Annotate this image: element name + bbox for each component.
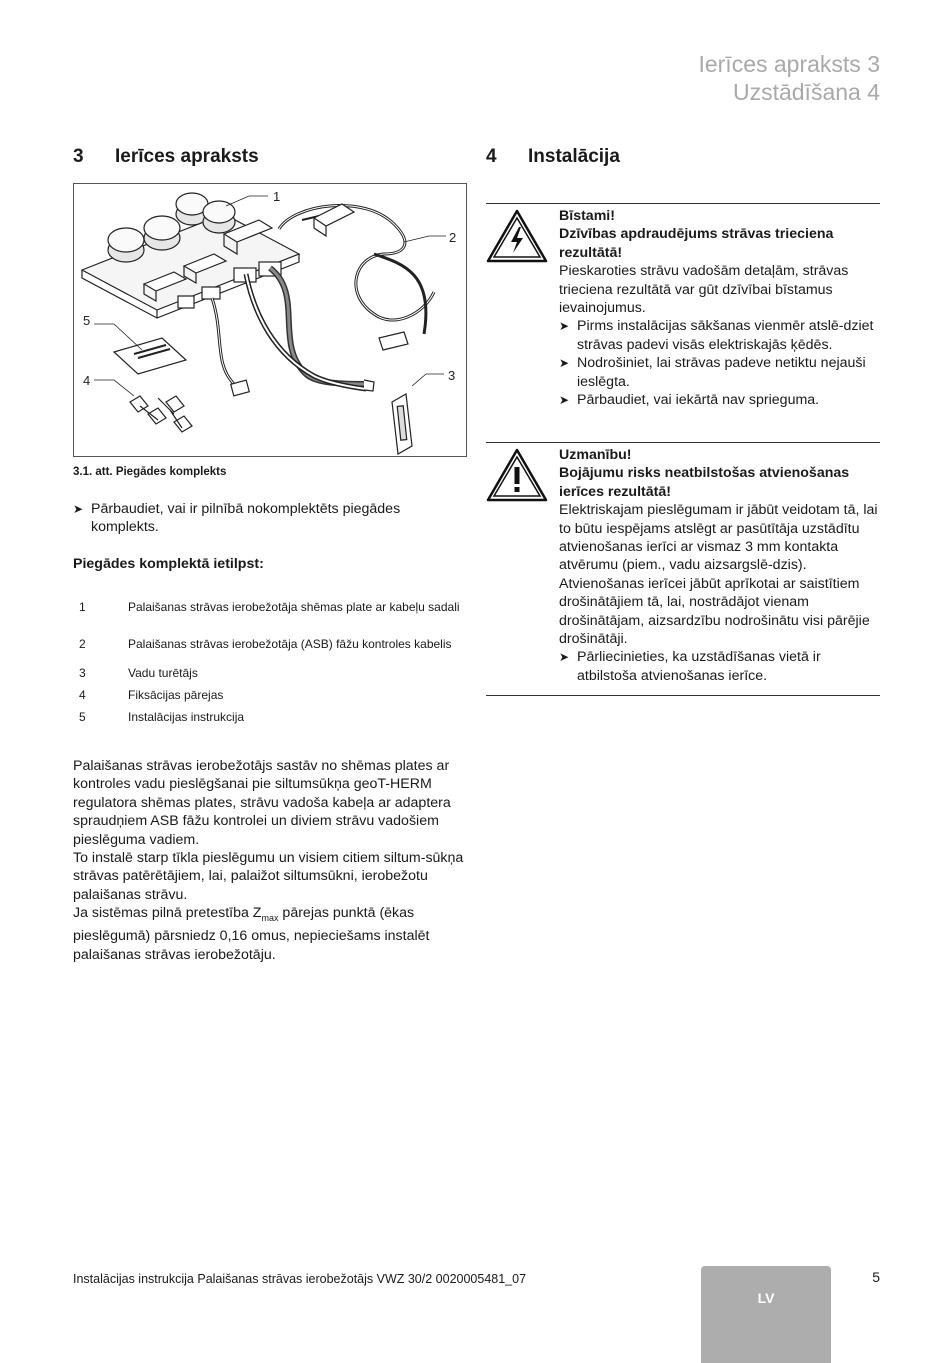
item-number: 4: [79, 688, 86, 702]
callout-5: 5: [83, 313, 91, 328]
check-kit-text: Pārbaudiet, vai ir pilnībā nokomplektēts piegādes komplekts.: [91, 501, 401, 536]
caution-signal-word: Uzmanību!: [559, 447, 632, 463]
figure-caption: 3.1. att. Piegādes komplekts: [73, 466, 227, 478]
caution-description: Elektriskajam pieslēgumam ir jābūt veidotam tā, lai to būtu iespējams atslēgt ar pasūtītāja uzstādītu atvienošanas ierīci ar vismaz 3 mm kontakta atvērumu (piem., vadu aizsargslē-dzis). Atvienošanas ierīcei jābūt aprīkotai ar saistītiem drošinātājiem tā, lai, nostrādājot vienam drošinātājam, aizsardzību nodrošinātu visi pārējie drošinātāji.: [559, 502, 878, 648]
table-row: [73, 588, 468, 625]
running-header: [698, 50, 880, 106]
section-4-number: 4: [486, 146, 497, 167]
description-text-2: To instalē starp tīkla pieslēgumu un visiem citiem siltum-sūkņa strāvas patērētājiem, lai, palaižot siltumsūkni, ierobežotu palaišanas strāvu.: [73, 850, 464, 903]
arrow-icon: ➤: [559, 356, 570, 371]
notice-divider: [486, 695, 880, 696]
arrow-icon: ➤: [559, 393, 570, 408]
callout-3: 3: [448, 368, 456, 383]
arrow-icon: ➤: [559, 650, 570, 665]
danger-text-block: [559, 207, 881, 409]
table-row: [73, 684, 468, 706]
callout-1: 1: [273, 189, 281, 204]
danger-step: ➤ Nodrošiniet, lai strāvas padeve netiktu nejauši ieslēgta.: [559, 355, 866, 390]
item-number: 2: [79, 636, 86, 651]
delivery-kit-figure: [73, 183, 467, 457]
section-3-heading: [73, 146, 259, 168]
kit-contents-table: [73, 588, 468, 728]
description-text-1: Palaišanas strāvas ierobežotājs sastāv no shēmas plates ar kontroles vadu pieslēgšanai pie siltumsūkņa geoT-HERM regulatora shēmas plates, strāvu vadoša kabeļa ar adaptera spraudņiem ASB fāžu kontrolei un diviem strāvu vadošiem pieslēguma vadiem.: [73, 758, 451, 848]
high-voltage-warning-icon: [486, 209, 548, 263]
item-description: Palaišanas strāvas ierobežotāja shēmas plate ar kabeļu sadali: [128, 599, 460, 614]
item-description: Instalācijas instrukcija: [128, 710, 245, 724]
caution-headline: Bojājumu risks neatbilstošas atvienošanas ierīces rezultātā!: [559, 465, 850, 500]
section-4-heading: [486, 146, 620, 168]
caution-step: ➤ Pārliecinieties, ka uzstādīšanas vietā ir atbilstoša atvienošanas ierīce.: [559, 649, 821, 684]
exclamation-warning-icon: [486, 448, 548, 502]
danger-headline: Dzīvības apdraudējums strāvas trieciena rezultātā!: [559, 226, 834, 261]
danger-step: ➤ Pirms instalācijas sākšanas vienmēr atslē-dziet strāvas padevi visās elektriskajās ķēdēs.: [559, 318, 874, 353]
arrow-icon: ➤: [73, 502, 84, 516]
table-row: [73, 706, 468, 728]
danger-signal-word: Bīstami!: [559, 208, 615, 224]
danger-step: ➤ Pārbaudiet, vai iekārtā nav sprieguma.: [559, 392, 820, 409]
item-description: Vadu turētājs: [128, 666, 198, 680]
delivery-kit-illustration: [74, 184, 468, 458]
item-number: 5: [79, 710, 86, 724]
table-row: [73, 625, 468, 662]
page-number: 5: [872, 1269, 880, 1285]
section-3-title: Ierīces apraksts: [115, 146, 259, 167]
item-number: 1: [79, 599, 86, 614]
language-tab: LV: [701, 1266, 831, 1363]
arrow-icon: ➤: [559, 319, 570, 334]
danger-description: Pieskaroties strāvu vadošām detaļām, strāvas trieciena rezultātā var gūt dzīvībai bīstamus ievainojumus.: [559, 263, 849, 317]
description-paragraph: [73, 757, 473, 964]
callout-2: 2: [449, 230, 457, 245]
danger-notice: [486, 203, 880, 442]
item-number: 3: [79, 666, 86, 680]
running-header-line2: Uzstādīšana 4: [732, 79, 880, 105]
description-text-3: Ja sistēmas pilnā pretestība $Z_{max}$ pārejas punktā (ēkas pieslēgumā) pārsniedz 0,16 omus, nepieciešams instalēt palaišanas strāvas ierobežotāju.: [73, 905, 430, 963]
table-row: [73, 662, 468, 684]
item-description: Palaišanas strāvas ierobežotāja (ASB) fāžu kontroles kabelis: [128, 636, 452, 651]
caution-text-block: [559, 446, 881, 685]
section-3-number: 3: [73, 146, 84, 167]
running-header-line1: Ierīces apraksts 3: [698, 51, 880, 77]
kit-contents-heading: Piegādes komplektā ietilpst:: [73, 556, 264, 572]
callout-4: 4: [83, 373, 91, 388]
footer-text: Instalācijas instrukcija Palaišanas strāvas ierobežotājs VWZ 30/2 0020005481_07: [73, 1272, 527, 1286]
item-description: Fiksācijas pārejas: [128, 688, 224, 702]
caution-notice: [486, 442, 880, 696]
check-kit-instruction: [73, 500, 468, 537]
section-4-title: Instalācija: [528, 146, 620, 167]
